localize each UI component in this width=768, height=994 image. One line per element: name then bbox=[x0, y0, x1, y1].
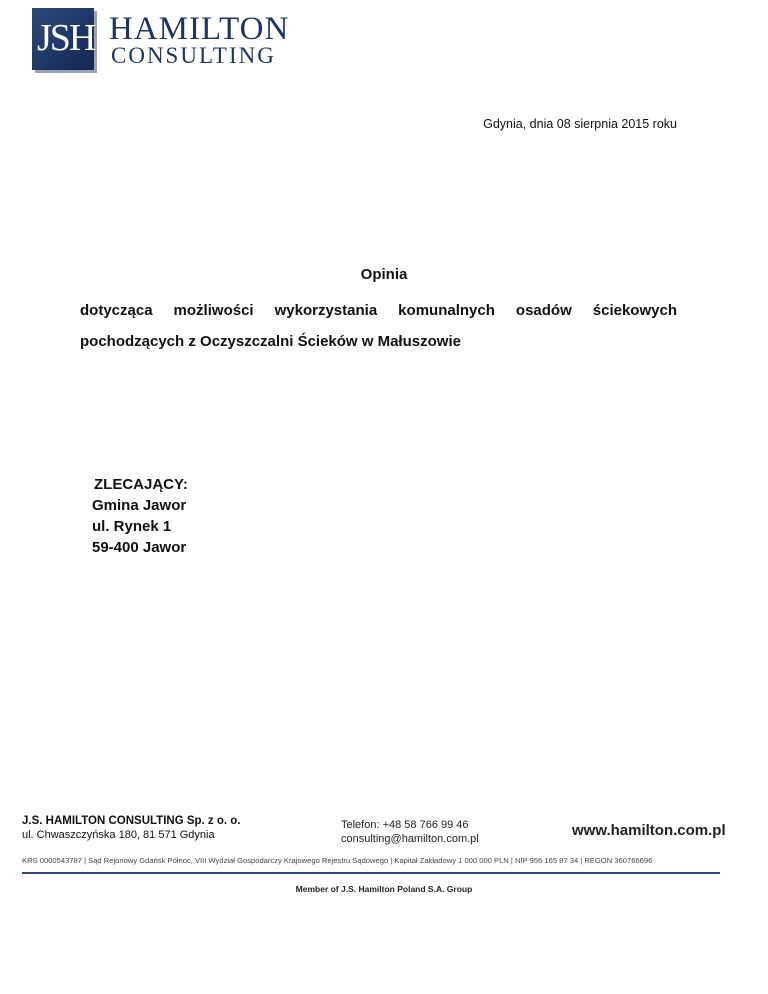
document-subtitle-line2: pochodzących z Oczyszczalni Ścieków w Małuszowie bbox=[80, 333, 461, 350]
footer-address: ul. Chwaszczyńska 180, 81 571 Gdynia bbox=[22, 829, 215, 841]
client-label: ZLECAJĄCY: bbox=[94, 476, 188, 493]
footer-company-block bbox=[22, 814, 241, 842]
footer-email: consulting@hamilton.com.pl bbox=[341, 833, 479, 845]
company-logo bbox=[32, 8, 290, 76]
client-street: ul. Rynek 1 bbox=[92, 518, 172, 535]
footer-member-note: Member of J.S. Hamilton Poland S.A. Group bbox=[295, 884, 473, 894]
footer-registration: KRS 0000543787 | Sąd Rejonowy Gdańsk Północ, VIII Wydział Gospodarczy Krajowego Rejestru Sądowego | Kapitał Zakładowy 1 000 000 PLN | NIP 956 165 87 34 | REGON 360766696 bbox=[22, 856, 653, 865]
document-subtitle-line1: dotycząca możliwości wykorzystania komunalnych osadów ściekowych bbox=[80, 302, 677, 319]
logo-mark bbox=[32, 8, 94, 70]
client-name: Gmina Jawor bbox=[92, 497, 187, 514]
client-city: 59-400 Jawor bbox=[92, 539, 187, 556]
footer-website: www.hamilton.com.pl bbox=[572, 822, 726, 839]
document-date: Gdynia, dnia 08 sierpnia 2015 roku bbox=[483, 117, 677, 131]
logo-wordmark-hamilton: HAMILTON bbox=[109, 11, 290, 47]
client-block bbox=[92, 474, 188, 558]
footer-company-name: J.S. HAMILTON CONSULTING Sp. z o. o. bbox=[22, 815, 241, 827]
footer-contact-block bbox=[341, 818, 479, 846]
document-title: Opinia bbox=[360, 266, 408, 283]
logo-wordmark-consulting: CONSULTING bbox=[111, 43, 276, 68]
footer-phone: Telefon: +48 58 766 99 46 bbox=[341, 819, 469, 831]
footer-divider bbox=[22, 872, 720, 874]
logo-monogram: JSH bbox=[37, 17, 95, 59]
